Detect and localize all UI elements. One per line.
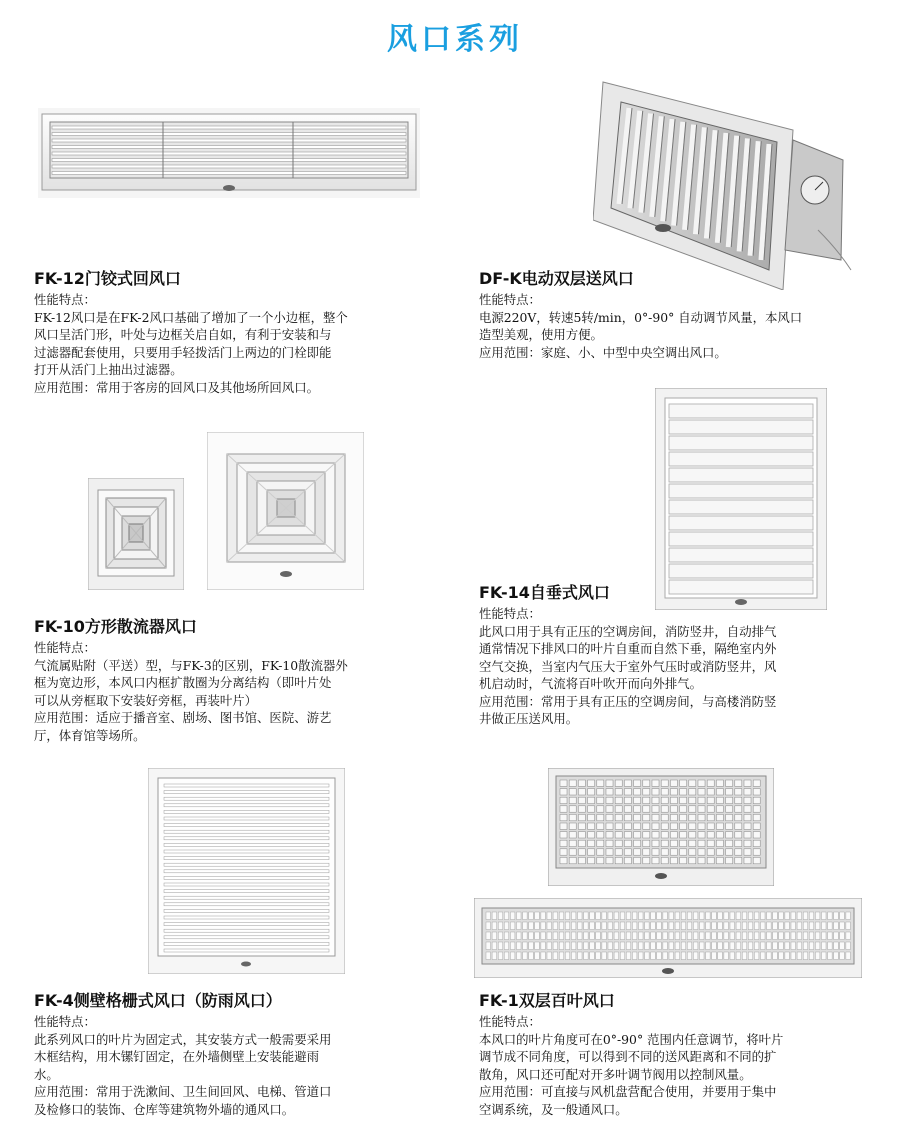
dfk-photo: [593, 80, 853, 290]
fk10-photo-large: [207, 432, 364, 590]
application-line: 应用范围：常用于客房的回风口及其他场所回风口。: [34, 379, 319, 395]
application-line: 应用范围：家庭、小、中型中央空调出风口。: [479, 344, 727, 360]
fk14-photo: [655, 388, 827, 610]
description-line: 框为宽边形，本风口内框扩散圈为分离结构（即叶片处: [34, 675, 332, 690]
application-line: 空调系统，及一般通风口。: [479, 1101, 628, 1117]
description-line: 本风口的叶片角度可在0°-90° 范围内任意调节，将叶片: [479, 1031, 784, 1047]
description-line: 此风口用于具有正压的空调房间，消防竖井，自动排气: [479, 623, 777, 639]
fk12-photo: [38, 108, 420, 198]
description-line: 木框结构，用木镙钉固定，在外墙侧壁上安装能避雨: [34, 1049, 319, 1064]
product-title: FK-14自垂式风口: [479, 583, 610, 602]
product-title: FK-1双层百叶风口: [479, 991, 615, 1010]
product-title: FK-10方形散流器风口: [34, 617, 197, 636]
product-fk1: [479, 988, 889, 1118]
application-line: 厅，体育馆等场所。: [34, 727, 146, 743]
product-fk14: [479, 580, 889, 728]
fk1-photo-long: [474, 898, 862, 978]
description-line: 可以从旁框取下安装好旁框，再装叶片）: [34, 692, 258, 708]
description-line: 打开从活门上抽出过滤器。: [34, 362, 183, 377]
features-label: 性能特点：: [479, 1014, 541, 1029]
features-label: 性能特点：: [34, 640, 96, 655]
description-line: 此系列风口的叶片为固定式，其安装方式一般需要采用: [34, 1031, 332, 1047]
fk10-photo-small: [88, 478, 184, 590]
product-dfk: [479, 266, 889, 361]
description-line: 调节成不同角度，可以得到不同的送风距离和不同的扩: [479, 1049, 777, 1064]
features-label: 性能特点：: [479, 606, 541, 621]
description-line: 风口呈活门形，叶处与边框关启自如，有利于安装和与: [34, 327, 332, 342]
fk1-photo-grid: [548, 768, 774, 886]
features-label: 性能特点：: [34, 1014, 96, 1029]
description-line: 机启动时，气流将百叶吹开而向外排气。: [479, 676, 703, 691]
product-fk10: [34, 614, 444, 744]
product-title: DF-K电动双层送风口: [479, 269, 634, 288]
product-title: FK-12门铰式回风口: [34, 269, 181, 288]
product-fk4: [34, 988, 444, 1118]
fk4-photo: [148, 768, 345, 974]
application-line: 井做正压送风用。: [479, 711, 579, 726]
application-line: 应用范围：常用于洗漱间、卫生间回风、电梯、管道口: [34, 1084, 332, 1099]
features-label: 性能特点：: [34, 292, 96, 307]
application-line: 应用范围：可直接与风机盘营配合使用，并要用于集中: [479, 1084, 777, 1099]
application-line: 应用范围：常用于具有正压的空调房间，与高楼消防竖: [479, 693, 777, 709]
description-line: 气流属贴附（平送）型，与FK-3的区别，FK-10散流器外: [34, 657, 348, 673]
description-line: 过滤器配套使用，只要用手轻拨活门上两边的门栓即能: [34, 344, 332, 360]
description-line: 散角，风口还可配对开多叶调节阀用以控制风量。: [479, 1066, 752, 1082]
application-line: 应用范围：适应于播音室、剧场、图书馆、医院、游艺: [34, 710, 332, 725]
description-line: 通常情况下排风口的叶片自重而自然下垂，隔绝室内外: [479, 641, 777, 656]
description-line: 水。: [34, 1066, 59, 1082]
product-fk12: [34, 266, 444, 396]
description-line: 电源220V，转速5转/min，0°-90° 自动调节风量，本风口: [479, 309, 803, 325]
description-line: 造型美观，使用方便。: [479, 327, 603, 342]
page-title: 风口系列: [387, 22, 523, 57]
product-title: FK-4侧壁格栅式风口（防雨风口）: [34, 991, 282, 1010]
features-label: 性能特点：: [479, 292, 541, 307]
description-line: 空气交换，当室内气压大于室外气压时或消防竖井，风: [479, 658, 777, 674]
application-line: 及检修口的装饰、仓库等建筑物外墙的通风口。: [34, 1101, 295, 1117]
description-line: FK-12风口是在FK-2风口基础了增加了一个小边框，整个: [34, 309, 348, 325]
